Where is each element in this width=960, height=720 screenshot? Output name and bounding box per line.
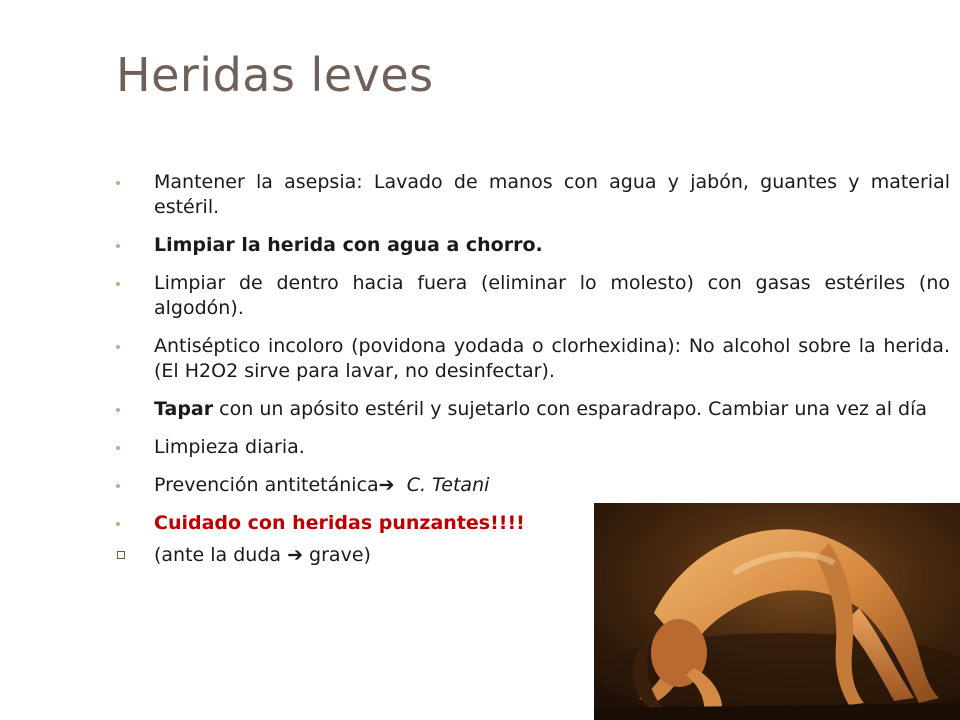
bullet-italic-text: C. Tetani <box>406 474 490 496</box>
bullet-text: (ante la duda <box>154 544 288 566</box>
bullet-text: Prevención antitetánica <box>154 474 379 496</box>
bullet-dot-icon <box>116 282 120 286</box>
bullet-text: Limpieza diaria. <box>154 436 305 458</box>
arrow-right-icon: ➔ <box>287 544 304 566</box>
bullet-bold-word: Tapar <box>154 398 214 420</box>
bullet-dot-icon <box>116 181 120 185</box>
bullet-dot-icon <box>116 408 120 412</box>
bullet-limpiar-agua <box>116 233 950 258</box>
bullet-spacer <box>395 474 407 496</box>
bullet-asepsia <box>116 170 950 220</box>
bullet-text: Mantener la asepsia: Lavado de manos con agua y jabón, guantes y material estéril. <box>154 171 950 218</box>
opisthotonos-painting-icon <box>594 503 960 720</box>
bullet-dot-icon <box>116 244 120 248</box>
bullet-dot-icon <box>116 484 120 488</box>
slide-title: Heridas leves <box>116 48 434 102</box>
bullet-text: Antiséptico incoloro (povidona yodada o clorhexidina): No alcohol sobre la herida. (El H2O2 sirve para lavar, no desinfectar). <box>154 335 950 382</box>
square-bullet-icon <box>117 551 125 559</box>
bullet-antiseptico <box>116 334 950 384</box>
bullet-prevencion <box>116 473 950 498</box>
bullet-dot-icon <box>116 345 120 349</box>
bullet-limpiar-dentro <box>116 271 950 321</box>
bullet-text: con un apósito estéril y sujetarlo con esparadrapo. Cambiar una vez al día <box>213 398 927 420</box>
arrow-right-icon: ➔ <box>378 474 395 496</box>
bullet-dot-icon <box>116 522 120 526</box>
bullet-text: Cuidado con heridas punzantes!!!! <box>154 512 525 534</box>
bullet-limpieza-diaria <box>116 435 950 460</box>
bullet-tapar <box>116 397 950 422</box>
bullet-dot-icon <box>116 446 120 450</box>
bullet-text: Limpiar de dentro hacia fuera (eliminar lo molesto) con gasas estériles (no algodón). <box>154 272 950 319</box>
bullet-text: Limpiar la herida con agua a chorro. <box>154 234 543 256</box>
bullet-text: grave) <box>303 544 371 566</box>
